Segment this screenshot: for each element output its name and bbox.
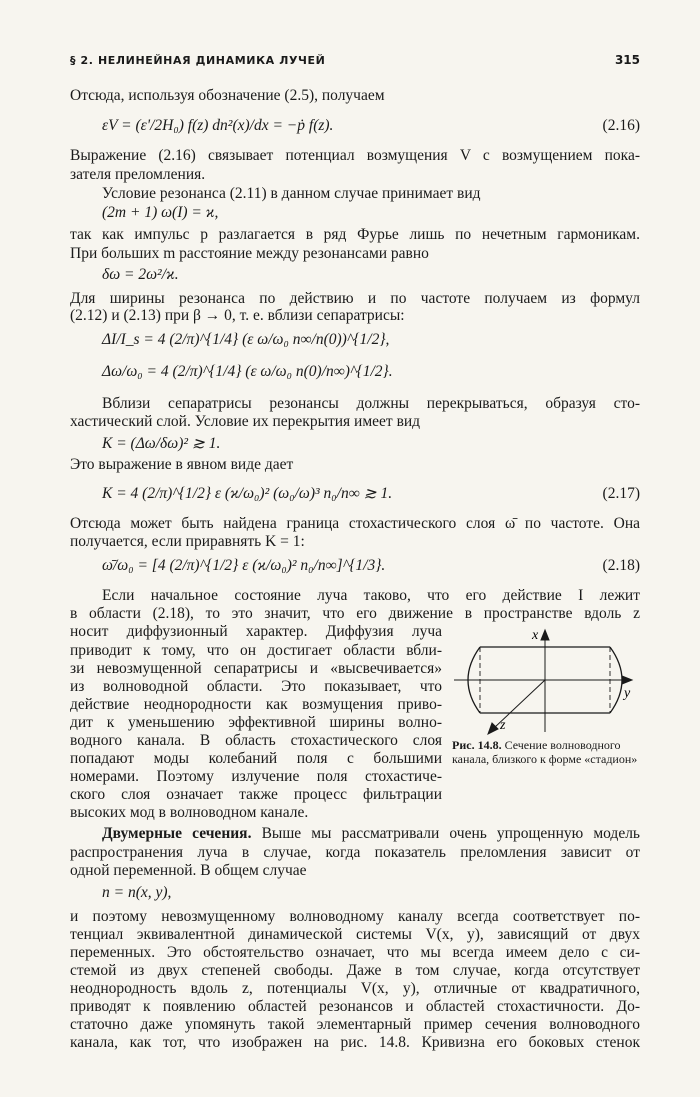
axis-label-y: y [624, 686, 631, 701]
equation-2-18: ω̄/ω₀ = [4 (2/π)^{1/2} ε (ϰ/ω₀)² n₀/n∞]^{1/3}. [102, 557, 386, 574]
equation-resonance-distance: δω = 2ω²/ϰ. [102, 266, 179, 283]
equation-number-2-16: (2.16) [602, 117, 640, 134]
equation-number-2-17: (2.17) [602, 485, 640, 502]
paragraph-7: Это выражение в явном виде дает [70, 456, 294, 473]
paragraph-11-line-7: статочно даже упомянуть такой элементарный пример сечения волноводного [70, 1016, 640, 1033]
equation-2-17: K = 4 (2/π)^{1/2} ε (ϰ/ω₀)² (ω₀/ω)³ n₀/n∞ ≳ 1. [102, 485, 393, 502]
figure-caption [452, 738, 640, 766]
figure-caption-text: Сечение волноводного канала, близкого к форме «стадион» [452, 738, 638, 766]
section-title: Двумерные сечения. [102, 825, 252, 842]
paragraph-11-line-8: канала, как тот, что изображен на рис. 14.8. Кривизна его боковых стенок [70, 1034, 640, 1051]
paragraph-2-line-2: зателя преломления. [70, 166, 206, 183]
paragraph-9-line-1: Если начальное состояние луча таково, что его действие I лежит [102, 587, 640, 604]
paragraph-5-line-2: (2.12) и (2.13) при β → 0, т. е. вблизи сепаратрисы: [70, 307, 405, 324]
paragraph-6-line-1: Вблизи сепаратрисы резонансы должны перекрываться, образуя сто- [102, 395, 640, 412]
figure-caption-label: Рис. 14.8. [452, 738, 502, 752]
paragraph-11-line-5: неоднородность вдоль z, потенциалы V(x, y), отличные от квадратичного, [70, 980, 640, 997]
axis-label-x: x [532, 628, 539, 643]
paragraph-5-line-1: Для ширины резонанса по действию и по частоте получаем из формул [70, 290, 640, 307]
x-axis-arrow [541, 630, 549, 640]
equation-2-16: εV = (ε'/2H₀) f(z) dn²(x)/dx = −ṗ f(z). [102, 117, 334, 134]
paragraph-2-line-1: Выражение (2.16) связывает потенциал возмущения V с возмущением пока- [70, 147, 640, 164]
paragraph-11-line-3: переменных. Это обстоятельство означает, что мы всегда имеем дело с си- [70, 944, 640, 961]
equation-width-action: ΔI/I_s = 4 (2/π)^{1/4} (ε ω/ω₀ n∞/n(0))^{1/2}, [102, 331, 390, 348]
paragraph-11-line-2: тенциал эквивалентной динамической системы V(x, y), зависящий от двух [70, 926, 640, 943]
equation-width-frequency: Δω/ω₀ = 4 (2/π)^{1/4} (ε ω/ω₀ n(0)/n∞)^{1/2}. [102, 363, 393, 380]
equation-resonance: (2m + 1) ω(I) = ϰ, [102, 204, 219, 221]
paragraph-9-line-3: носит диффузионный характер. Диффузия луча [70, 623, 442, 640]
paragraph-4-line-1: так как импульс p разлагается в ряд Фурье лишь по нечетным гармоникам. [70, 226, 640, 243]
paragraph-9-line-12: ского слоя означает также процесс фильтрации [70, 786, 442, 803]
z-axis-arrow [488, 723, 498, 734]
paragraph-10-line-2: распространения луча в случае, когда показатель преломления зависит от [70, 844, 640, 861]
equation-overlap: K = (Δω/δω)² ≳ 1. [102, 435, 221, 452]
paragraph-9-line-4: приводит к тому, что он достигает области вбли- [70, 642, 442, 659]
paragraph-3: Условие резонанса (2.11) в данном случае принимает вид [102, 185, 481, 202]
paragraph-11-line-6: приводят к появлению областей резонансов и областей стохастичности. До- [70, 998, 640, 1015]
paragraph-1: Отсюда, используя обозначение (2.5), получаем [70, 87, 385, 104]
paragraph-6-line-2: хастический слой. Условие их перекрытия имеет вид [70, 413, 421, 430]
paragraph-9-line-8: дит к уменьшению эффективной ширины волно- [70, 714, 442, 731]
equation-refractive-index: n = n(x, y), [102, 884, 172, 901]
paragraph-8-line-2: получается, если приравнять K = 1: [70, 533, 305, 550]
paragraph-9-line-2: в области (2.18), то это значит, что его движение в пространстве вдоль z [70, 605, 640, 622]
paragraph-11-line-4: стемой из двух степеней свободы. Даже в том случае, когда отсутствует [70, 962, 640, 979]
paragraph-9-line-11: номерами. Поэтому излучение поля стохастиче- [70, 768, 442, 785]
paragraph-9-line-9: водного канала. В область стохастического слоя [70, 732, 442, 749]
paragraph-4-line-2: При больших m расстояние между резонансами равно [70, 245, 429, 262]
paragraph-10-line-1-text: Выше мы рассматривали очень упрощенную модель [251, 825, 640, 842]
y-axis-arrow [622, 676, 632, 684]
figure-14-8 [452, 627, 638, 737]
running-header: § 2. НЕЛИНЕЙНАЯ ДИНАМИКА ЛУЧЕЙ [70, 54, 326, 67]
paragraph-9-line-10: попадают моды колебаний поля с большими [70, 750, 442, 767]
page-number: 315 [614, 53, 640, 67]
paragraph-11-line-1: и поэтому невозмущенному волноводному каналу всегда соответствует по- [70, 908, 640, 925]
paragraph-10-line-3: одной переменной. В общем случае [70, 862, 307, 879]
paragraph-9-line-6: из волноводной области. Это показывает, что [70, 678, 442, 695]
paragraph-9-line-5: зи невозмущенной сепаратрисы и «высвечивается» [70, 660, 442, 677]
axis-label-z: z [500, 718, 506, 733]
paragraph-8-line-1: Отсюда может быть найдена граница стохастического слоя ω̄ по частоте. Она [70, 515, 640, 532]
paragraph-9-line-13: высоких мод в волноводном канале. [70, 804, 309, 821]
equation-number-2-18: (2.18) [602, 557, 640, 574]
paragraph-9-line-7: действие неоднородности как возмущения приво- [70, 696, 442, 713]
paragraph-10-line-1 [102, 824, 640, 844]
